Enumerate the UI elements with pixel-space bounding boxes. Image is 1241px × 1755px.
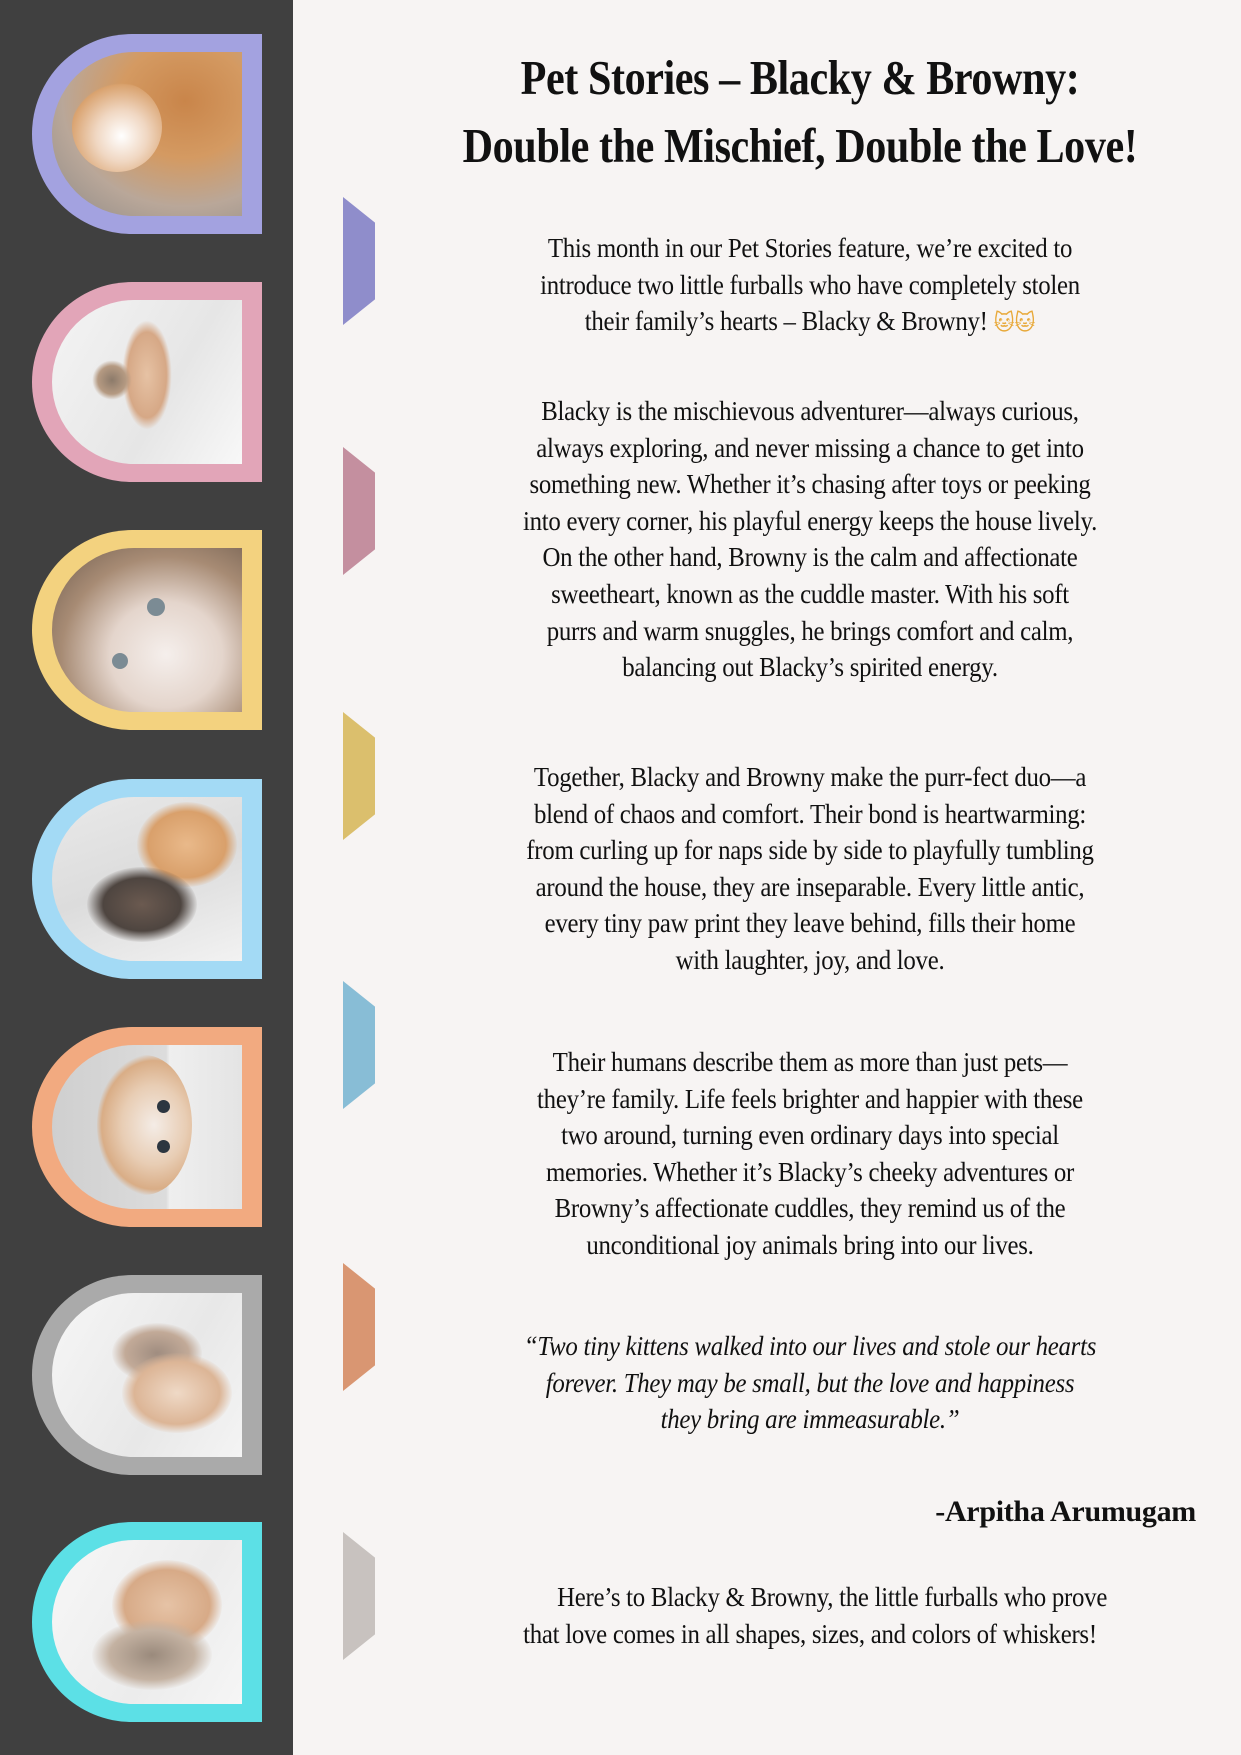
side-tab-marker (343, 447, 375, 575)
text-line-content: their family’s hearts – Blacky & Browny! (584, 306, 988, 337)
quote-line: they bring are immeasurable.” (660, 1404, 960, 1435)
kitten-photo (52, 548, 242, 712)
quote-block (420, 1328, 1200, 1438)
intro-paragraph (420, 230, 1200, 343)
text-line: introduce two little furballs who have completely stolen (540, 269, 1080, 300)
side-tab-marker (343, 197, 375, 325)
side-tab-marker (343, 981, 375, 1109)
text-line: Blacky is the mischievous adventurer—always curious, (541, 396, 1079, 426)
kitten-photo (52, 52, 242, 216)
text-line: Their humans describe them as more than just pets— (552, 1047, 1068, 1077)
text-line: every tiny paw print they leave behind, fills their home (544, 908, 1076, 939)
together-paragraph (420, 759, 1200, 979)
title-line-1: Pet Stories – Blacky & Browny: (520, 50, 1080, 105)
text-line: Browny’s affectionate cuddles, they remind us of the (554, 1193, 1066, 1224)
text-line: purrs and warm snuggles, he brings comfort and calm, (546, 615, 1074, 646)
photo-frame-5 (32, 1027, 262, 1227)
title-line-2: Double the Mischief, Double the Love! (462, 118, 1138, 173)
kitten-photo (52, 1293, 242, 1457)
kitten-photo (52, 1540, 242, 1704)
photo-frame-7 (32, 1522, 262, 1722)
closing-paragraph (420, 1579, 1200, 1652)
text-line (451, 303, 1169, 343)
text-line: around the house, they are inseparable. Every little antic, (535, 871, 1085, 902)
text-line: that love comes in all shapes, sizes, and colors of whiskers! (523, 1618, 1097, 1649)
text-line: Together, Blacky and Browny make the purr-fect duo—a (533, 762, 1087, 792)
text-line: something new. Whether it’s chasing after toys or peeking (529, 469, 1091, 500)
text-line: sweetheart, known as the cuddle master. With his soft (551, 578, 1069, 609)
photo-frame-4 (32, 779, 262, 979)
cat-face-icon: 🐱🐱 (993, 311, 1036, 337)
quote-line: forever. They may be small, but the love and happiness (545, 1367, 1075, 1398)
text-line: memories. Whether it’s Blacky’s cheeky adventures or (545, 1156, 1075, 1187)
photo-frame-6 (32, 1275, 262, 1475)
text-line: On the other hand, Browny is the calm and affectionate (542, 542, 1078, 573)
text-line: they’re family. Life feels brighter and happier with these (537, 1083, 1083, 1114)
side-tab-marker (343, 712, 375, 840)
page-title (380, 44, 1220, 180)
text-line: into every corner, his playful energy keeps the house lively. (522, 505, 1098, 536)
text-line: with laughter, joy, and love. (675, 944, 945, 975)
quote-author: -Arpitha Arumugam (935, 1495, 1196, 1528)
text-line: unconditional joy animals bring into our lives. (586, 1229, 1034, 1260)
text-line: from curling up for naps side by side to playfully tumbling (526, 835, 1094, 866)
text-line: blend of chaos and comfort. Their bond is heartwarming: (533, 798, 1087, 829)
kitten-photo (52, 797, 242, 961)
side-tab-marker (343, 1532, 375, 1660)
photo-frame-3 (32, 530, 262, 730)
photo-sidebar (0, 0, 293, 1755)
text-line: Here’s to Blacky & Browny, the little furballs who prove (557, 1582, 1108, 1612)
side-tab-marker (343, 1263, 375, 1391)
photo-frame-2 (32, 282, 262, 482)
photo-frame-1 (32, 34, 262, 234)
kitten-photo (52, 300, 242, 464)
text-line: always exploring, and never missing a chance to get into (536, 432, 1084, 463)
blacky-browny-paragraph (420, 393, 1200, 686)
text-line: two around, turning even ordinary days into special (561, 1120, 1059, 1151)
text-line: balancing out Blacky’s spirited energy. (622, 652, 998, 683)
family-paragraph (420, 1044, 1200, 1264)
text-line: This month in our Pet Stories feature, we’re excited to (547, 233, 1073, 263)
quote-line: “Two tiny kittens walked into our lives and stole our hearts (523, 1331, 1097, 1361)
kitten-photo (52, 1045, 242, 1209)
